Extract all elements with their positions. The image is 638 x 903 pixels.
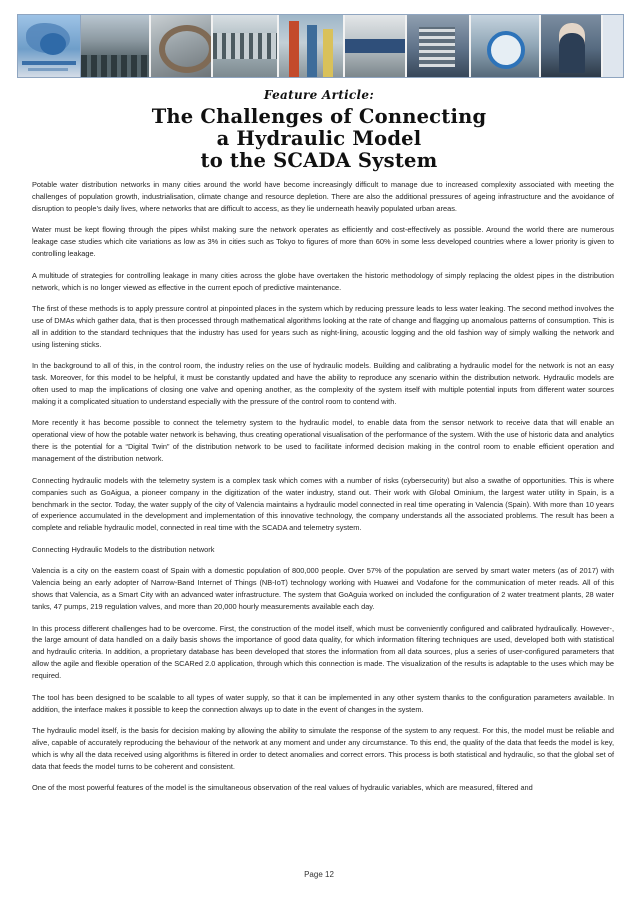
paragraph: A multitude of strategies for controlling leakage in many cities across the globe have overtaken the historic methodology of simply replacing the oldest pipes in the distribution network, which is no longer viewed as effective in the current epoch of predictive maintenance. [32, 270, 614, 292]
banner-photo-pipes [279, 15, 345, 77]
banner-photo-filter-plant [213, 15, 279, 77]
paragraph: More recently it has become possible to connect the telemetry system to the hydraulic model, to enable data from the sensor network to receive data that will enable an operational view of how the potable water network is behaving, thus creating operational visualisation of the performance of the system. With the use of historic data and analytics there is the potential for a “Digital Twin” of the distribution network to be used to facilitate informed decision making in the control room to enable efficient operation and management of the distribution network. [32, 418, 614, 464]
article-body [32, 179, 614, 804]
banner-photo-industrial-unit [407, 15, 471, 77]
article-title-line-2: a Hydraulic Model [216, 127, 422, 150]
banner-photo-water-meter [471, 15, 541, 77]
section-subheading: Connecting Hydraulic Models to the distribution network [32, 544, 215, 554]
paragraph: One of the most powerful features of the model is the simultaneous observation of the real values of hydraulic variables, which are measured, filtered and [32, 783, 533, 793]
header-banner [17, 14, 624, 78]
banner-photo-meter-panel [345, 15, 407, 77]
paragraph: The first of these methods is to apply pressure control at pinpointed places in the system which by reducing pressure leads to less water leaking. The second method involves the use of DMAs which gather data, that is then processed through mathematical algorithms looking at the rate of change and flagging up anomalous patterns of consumption. This is all in addition to the standard techniques that the industry has used for years such as night-lining, acoustic logging and the old fashion way of simply walking the network and using listening sticks. [32, 304, 614, 349]
banner-photo-person [541, 15, 603, 77]
paragraph: Water must be kept flowing through the pipes whilst making sure the network operates as efficiently and cost-effectively as possible. Around the world there are numerous leakage case studies which cite variations as low as 3% in cities such as Tokyo to figures of more than 60% in some less developed countries where a lower priority is given to controlling leakage. [32, 225, 614, 259]
paragraph: The tool has been designed to be scalable to all types of water supply, so that it can be implemented in any other system thanks to the configuration parameters available. In addition, the interface makes it possible to keep the connection always up to date in the event of changes in the system. [32, 692, 614, 714]
paragraph: The hydraulic model itself, is the basis for decision making by allowing the ability to simulate the response of the system to any request. For this, the model must be reliable and alive, capable of accurately reproducing the behaviour of the network at any moment and under any circumstance. To this end, the quality of the data that feeds the model is key, which is why all the data received using algorithms is filtered in order to detect anomalies and correct errors. This process is both statistical and hydraulic, so that the global set of data that feeds the model turns to be coherent and consistent. [32, 726, 614, 771]
newsletter-logo [18, 15, 81, 77]
paragraph: In this process different challenges had to be overcome. First, the construction of the model itself, which must be conveniently configured and calibrated hydraulically. However-, the large amount of data handled on a daily basis shows the importance of good data quality, for which information filtering techniques are used, developed both with statistical and hydraulic criteria. In addition, a proprietary database has been developed that stores the information from all data sources, plus a series of user-configured parameters that allow the agile and flexible operation of the SCARed 2.0 application, through which this connection is made. The visualization of the results is adaptable to the uses which may be required. [32, 623, 614, 681]
page-number: Page 12 [304, 870, 334, 879]
banner-photo-pipe-coil [151, 15, 213, 77]
article-header [0, 88, 638, 172]
paragraph: Potable water distribution networks in many cities around the world have become increasingly difficult to manage due to increased complexity associated with meeting the challenges of population growth, industrialisation, climate change and resource depletion. There are also the additional pressures of ageing infrastructure and the avoidance of disruption to people’s daily lives, where networks that are difficult to access, as they lie underneath heavily populated urban areas. [32, 180, 614, 213]
paragraph: Valencia is a city on the eastern coast of Spain with a domestic population of 800,000 people. Over 57% of the population are served by smart water meters (as of 2017) with Valencia being an early adopter of Narrow-Band Internet of Things (NB-IoT) technology working with Huawei and Vodafone for the communication of meter reads. All of this shows that Valencia, as a Smart City with an advanced water infrastructure. The system that GoAguia worked on included the configuration of 2 water treatment plants, 28 water tanks, 47 pumps, 219 regulation valves, and more than 20,000 hourly measurements available each day. [32, 566, 614, 612]
article-title-line-1: The Challenges of Connecting [151, 105, 487, 128]
paragraph: Connecting hydraulic models with the telemetry system is a complex task which comes with a number of risks (cybersecurity) but also a swathe of opportunities. This is where companies such as GoAigua, a pioneer company in the digitization of the water industry, stand out. Their work with Global Ominium, the largest water utility in Spain, is a benchmark in the sector. Today, the water supply of the city of Valencia maintains a hydraulic model connected in real time operating in Valencia (Spain). With more than 10 years of experience accumulated in the development and implementation of this innovative technology, the company understands all the associated problems. The result has been a complete and reliable hydraulic model, connected in real time with the SCADA and telemetry system. [32, 475, 614, 533]
paragraph: In the background to all of this, in the control room, the industry relies on the use of hydraulic models. Building and calibrating a hydraulic model for the network is not an easy task. Moreover, for this model to be helpful, it must be constantly updated and have the ability to reproduce any scenario within the distribution network. Hydraulic models are often used to map the implications of closing one valve and opening another, as the complexity of the system itself with multiple potential inputs from different water sources making it a complicated situation to understand especially with the pressure of the control room to contend with. [32, 361, 614, 406]
feature-label: Feature Article: [263, 88, 375, 102]
banner-photo-treatment-beds [81, 15, 151, 77]
article-title-line-3: to the SCADA System [200, 149, 438, 172]
